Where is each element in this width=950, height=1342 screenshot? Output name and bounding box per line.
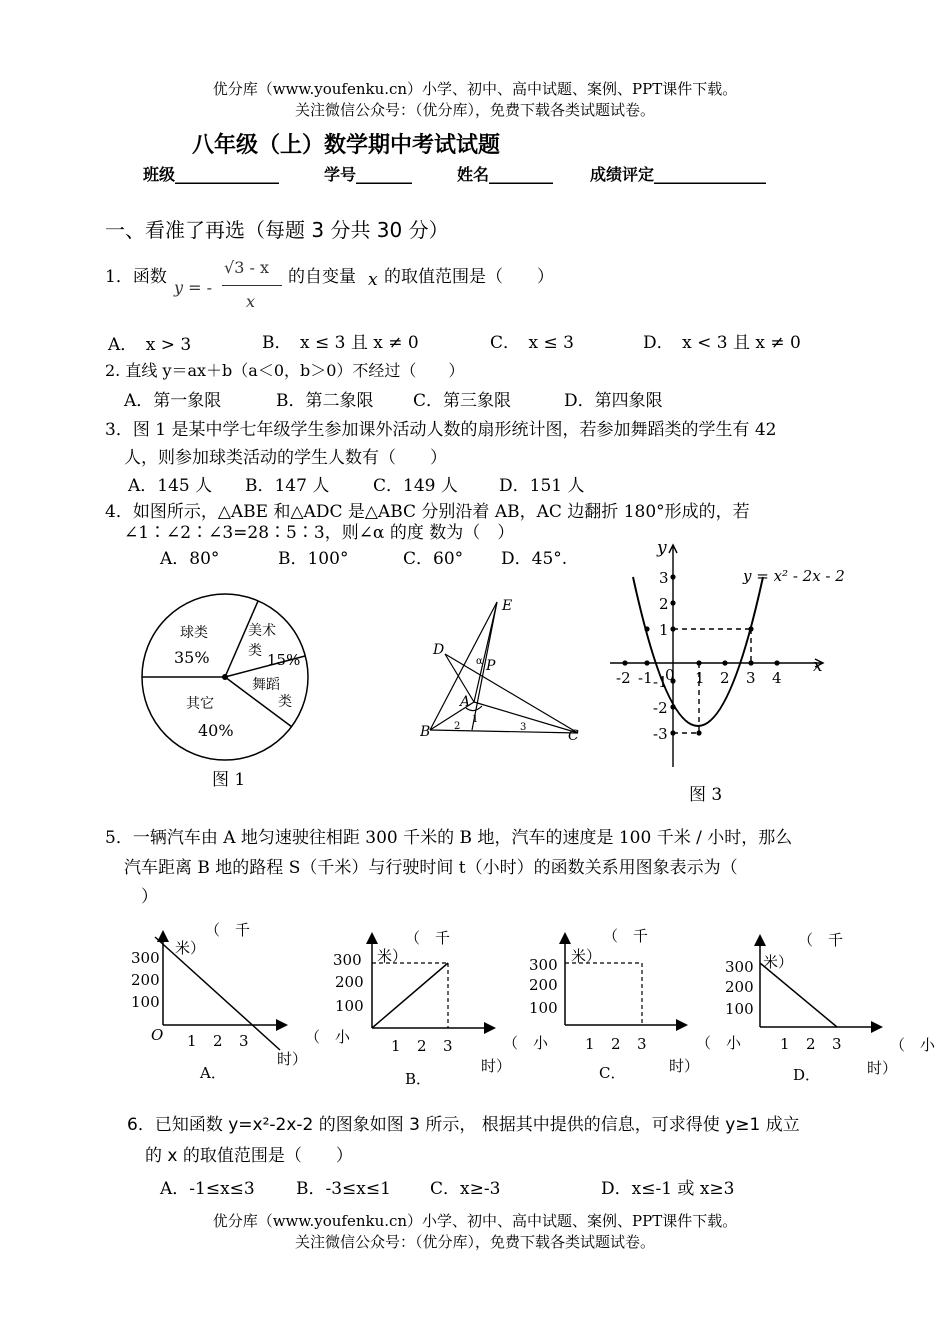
q6-option-d: D．x≤-1 或 x≥3 [601,1179,735,1199]
dot-y-3 [670,574,675,579]
q3-option-b: B．147 人 [245,476,330,496]
label-p: P [486,658,496,674]
q3-option-a: A．145 人 [128,476,213,496]
graph-c [529,927,742,1082]
label-three: 3 [520,722,527,733]
figure-1-pie-chart [130,585,330,795]
svg-text:（ 千: （ 千 [798,931,844,949]
footer-line-2: 关注微信公众号：（优分库），免费下载各类试题试卷。 [294,1233,655,1251]
dot-y-neg2 [670,704,675,709]
art-pct: 15% [267,651,301,669]
score-field: 成绩评定______________ [590,165,767,184]
svg-text:（ 小: （ 小 [503,1034,549,1052]
label-a: A [460,694,471,710]
q1-stem-a: 1．函数 [105,267,167,287]
x-tick-neg2: -2 [616,669,631,687]
dot-x-3 [748,660,753,665]
svg-text:（ 千: （ 千 [405,929,451,947]
svg-text:时）: 时） [867,1059,898,1077]
q1-stem-c: 的取值范围是（ ） [384,267,554,287]
graph-d-line [760,963,837,1027]
header-line-1: 优分库（www.youfenku.cn）小学、初中、高中试题、案例、PPT课件下载。 [212,80,738,98]
number-field: 学号_______ [324,165,413,184]
dot-point-neg1-1 [644,626,649,631]
dot-vertex [696,730,701,735]
svg-text:米）: 米） [763,953,794,971]
q1-stem-b: 的自变量 [288,267,356,287]
q2-option-a: A．第一象限 [124,391,222,411]
ball-label: 球类 [180,625,208,641]
y-tick-neg1: -1 [653,673,668,691]
q6-option-a: A．-1≤x≤3 [160,1179,255,1199]
dot-y-1 [670,626,675,631]
footer-line-1: 优分库（www.youfenku.cn）小学、初中、高中试题、案例、PPT课件下载。 [212,1212,738,1230]
svg-text:100: 100 [131,993,160,1011]
q4-option-c: C．60° [403,549,464,569]
svg-text:300: 300 [131,949,160,967]
svg-text:3: 3 [832,1035,842,1053]
svg-text:100: 100 [529,999,558,1017]
svg-text:100: 100 [335,997,364,1015]
graph-d [725,931,936,1084]
svg-text:1: 1 [585,1035,595,1053]
q1-var-x: x [368,270,378,290]
class-field: 班级_____________ [143,165,280,184]
pie-divider-top [225,601,258,677]
graph-b [333,929,549,1088]
svg-text:米）: 米） [377,947,408,965]
svg-text:3: 3 [443,1037,453,1055]
q1-fraction-bar [222,285,282,286]
svg-text:200: 200 [335,973,364,991]
svg-text:100: 100 [725,1000,754,1018]
q1-formula-numerator: √3 - x [224,258,269,277]
q6-stem-line-2: 的 x 的取值范围是（ ） [145,1146,353,1166]
svg-text:O: O [151,1026,164,1044]
q4-stem-line-2: ∠1∶∠2∶∠3=28∶5∶3，则∠α 的度 数为（ ） [124,523,515,543]
q5-stem-line-1: 5．一辆汽车由 A 地匀速驶往相距 300 千米的 B 地，汽车的速度是 100 千米 / 小时，那么 [105,828,793,848]
svg-text:300: 300 [725,958,754,976]
q4-option-d: D．45°. [501,549,568,569]
figure-2-triangles [420,590,590,750]
x-tick-1: 1 [695,669,705,687]
ball-pct: 35% [174,648,210,667]
graph-a [131,921,351,1082]
q1-formula-y: y = - [174,278,213,297]
other-pct: 40% [198,721,234,740]
svg-text:200: 200 [725,978,754,996]
graph-b-line [372,963,448,1028]
y-axis-label: y [657,538,667,558]
other-label: 其它 [186,696,214,712]
graph-b-label: B． [405,1070,432,1088]
q2-stem: 2. 直线 y＝ax＋b（a＜0，b＞0）不经过（ ） [105,361,465,380]
svg-text:1: 1 [187,1032,197,1050]
q1-option-b: B． x ≤ 3 且 x ≠ 0 [262,333,419,353]
svg-text:（ 小: （ 小 [696,1034,742,1052]
svg-text:（ 千: （ 千 [205,921,251,939]
svg-text:时）: 时） [277,1050,308,1068]
q6-option-b: B．-3≤x≤1 [296,1179,391,1199]
svg-text:200: 200 [529,976,558,994]
fig3-caption: 图 3 [689,785,723,805]
svg-text:2: 2 [213,1032,223,1050]
y-tick-1: 1 [659,621,669,639]
dot-point-3-1 [748,626,753,631]
svg-text:2: 2 [806,1035,816,1053]
q3-stem-line-1: 3．图 1 是某中学七年级学生参加课外活动人数的扇形统计图，若参加舞蹈类的学生有 42 [105,420,777,440]
svg-text:1: 1 [391,1037,401,1055]
y-tick-neg2: -2 [653,699,668,717]
q3-stem-line-2: 人，则参加球类活动的学生人数有（ ） [124,448,447,468]
svg-text:300: 300 [529,956,558,974]
q1-option-d: D． x < 3 且 x ≠ 0 [643,333,801,353]
y-tick-3: 3 [659,569,669,587]
q5-stem-line-3: ） [141,887,158,907]
origin-label: 0 [665,666,675,684]
graph-d-label: D． [793,1066,821,1084]
dance-label-1: 舞蹈 [252,677,280,693]
svg-text:3: 3 [239,1032,249,1050]
section-title: 一、看准了再选（每题 3 分共 30 分） [105,218,449,242]
svg-text:300: 300 [333,951,362,969]
svg-text:2: 2 [611,1035,621,1053]
q5-graphs [115,915,945,1095]
q2-option-b: B．第二象限 [276,391,374,411]
dot-x-neg1 [644,660,649,665]
dot-x-1 [696,660,701,665]
q3-option-d: D．151 人 [499,476,585,496]
x-tick-4: 4 [772,669,782,687]
svg-text:1: 1 [780,1035,790,1053]
y-tick-2: 2 [659,595,669,613]
graph-a-label: A． [200,1064,226,1082]
svg-text:时）: 时） [669,1057,700,1075]
svg-text:（ 千: （ 千 [603,927,649,945]
art-label-2: 类 [248,643,262,659]
q2-option-d: D．第四象限 [564,391,663,411]
dot-y-2 [670,600,675,605]
label-one: 1 [472,714,479,725]
label-two: 2 [454,721,461,732]
svg-text:米）: 米） [571,947,602,965]
label-b: B [420,724,431,740]
q6-stem-line-1: 6．已知函数 y=x²-2x-2 的图象如图 3 所示， 根据其中提供的信息，可求得使 y≥1 成立 [127,1115,800,1135]
label-alpha: α [476,656,483,667]
svg-text:3: 3 [637,1035,647,1053]
x-tick-neg1: -1 [638,669,653,687]
pie-center [222,674,228,680]
y-tick-neg3: -3 [653,725,668,743]
q2-option-c: C．第三象限 [413,391,512,411]
q5-stem-line-2: 汽车距离 B 地的路程 S（千米）与行驶时间 t（小时）的函数关系用图象表示为（ [124,858,738,878]
page-title: 八年级（上）数学期中考试试题 [192,133,501,158]
figure-3-parabola [605,535,845,810]
x-tick-3: 3 [746,669,756,687]
svg-text:2: 2 [417,1037,427,1055]
name-field: 姓名________ [457,165,554,184]
svg-text:（ 小: （ 小 [305,1028,351,1046]
svg-text:（ 小: （ 小 [890,1036,936,1054]
q4-option-a: A．80° [160,549,220,569]
q4-stem-line-1: 4．如图所示，△ABE 和△ADC 是△ABC 分别沿着 AB，AC 边翻折 180°形成的，若 [105,502,750,522]
equation-label: y = x² - 2x - 2 [743,567,845,585]
label-e: E [502,598,513,614]
graph-c-label: C． [599,1064,626,1082]
q6-option-c: C．x≥-3 [430,1179,501,1199]
q3-option-c: C．149 人 [373,476,458,496]
q1-option-c: C． x ≤ 3 [490,333,574,353]
fig1-caption: 图 1 [212,770,246,790]
edge-bc [430,730,578,733]
x-axis-label: x [813,656,823,676]
x-tick-2: 2 [720,669,730,687]
q1-option-a: A． x > 3 [108,335,192,355]
dot-x-4 [774,660,779,665]
art-label-1: 美术 [248,623,276,639]
svg-text:200: 200 [131,971,160,989]
label-d: D [433,642,445,658]
svg-text:时）: 时） [481,1057,512,1075]
header-line-2: 关注微信公众号：（优分库），免费下载各类试题试卷。 [294,101,655,119]
dot-x-2 [722,660,727,665]
q4-option-b: B．100° [278,549,349,569]
q1-formula-denominator: x [246,292,256,311]
dot-y-neg3 [670,730,675,735]
dot-x-neg2 [622,660,627,665]
dance-label-2: 类 [278,694,292,710]
label-c: C [568,728,579,744]
svg-text:米）: 米） [175,939,206,957]
